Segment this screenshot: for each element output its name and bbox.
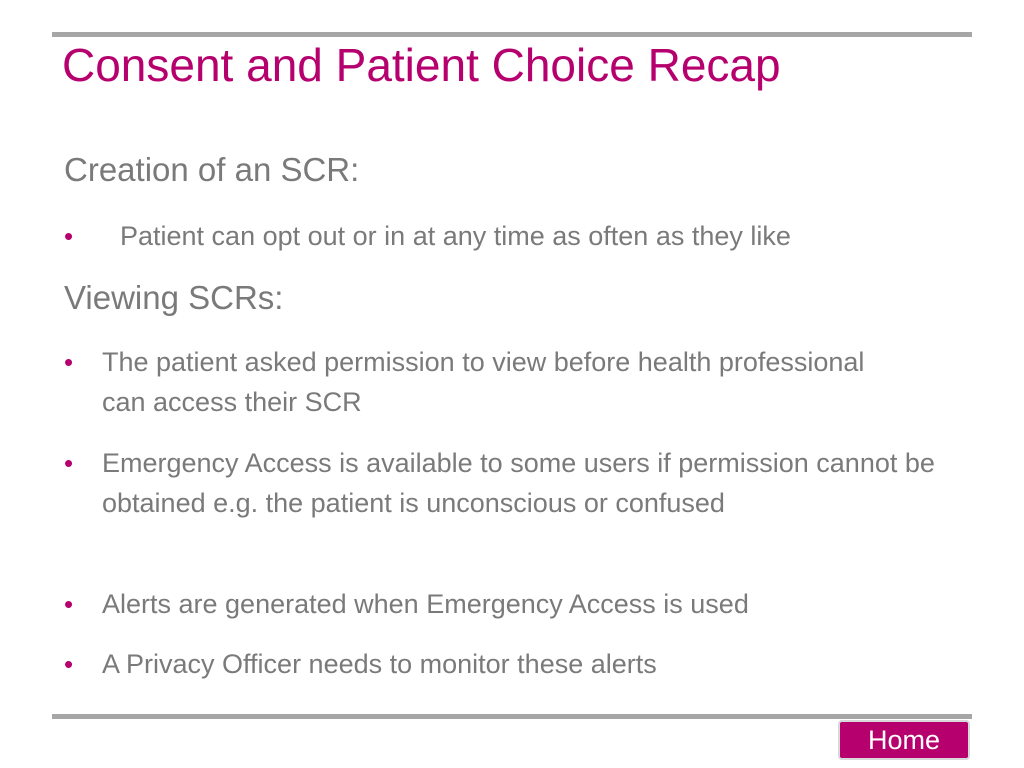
slide-title: Consent and Patient Choice Recap [62,39,781,91]
bullet-text: Alerts are generated when Emergency Access is used [102,589,749,619]
list-item [64,216,1004,256]
section-heading-viewing: Viewing SCRs: [64,279,284,316]
bullet-icon: • [64,589,74,619]
bullet-text: Emergency Access is available to some users if permission cannot be obtained e.g. the patient is unconscious or confused [102,448,935,518]
list-item [64,443,1009,523]
list-item [64,584,1009,624]
bullet-icon: • [64,347,74,377]
top-divider [52,32,972,37]
bullet-text: Patient can opt out or in at any time as often as they like [120,221,791,251]
bottom-divider [52,714,972,719]
bullet-icon: • [64,448,74,478]
bullet-icon: • [64,649,74,679]
section-heading-creation: Creation of an SCR: [64,151,360,188]
bullet-text: The patient asked permission to view before health professional can access their SCR [102,347,865,417]
bullet-icon: • [64,221,74,251]
list-item [64,644,1009,684]
bullet-text: A Privacy Officer needs to monitor these alerts [102,649,657,679]
home-button[interactable]: Home [838,720,970,760]
list-item [64,342,894,422]
